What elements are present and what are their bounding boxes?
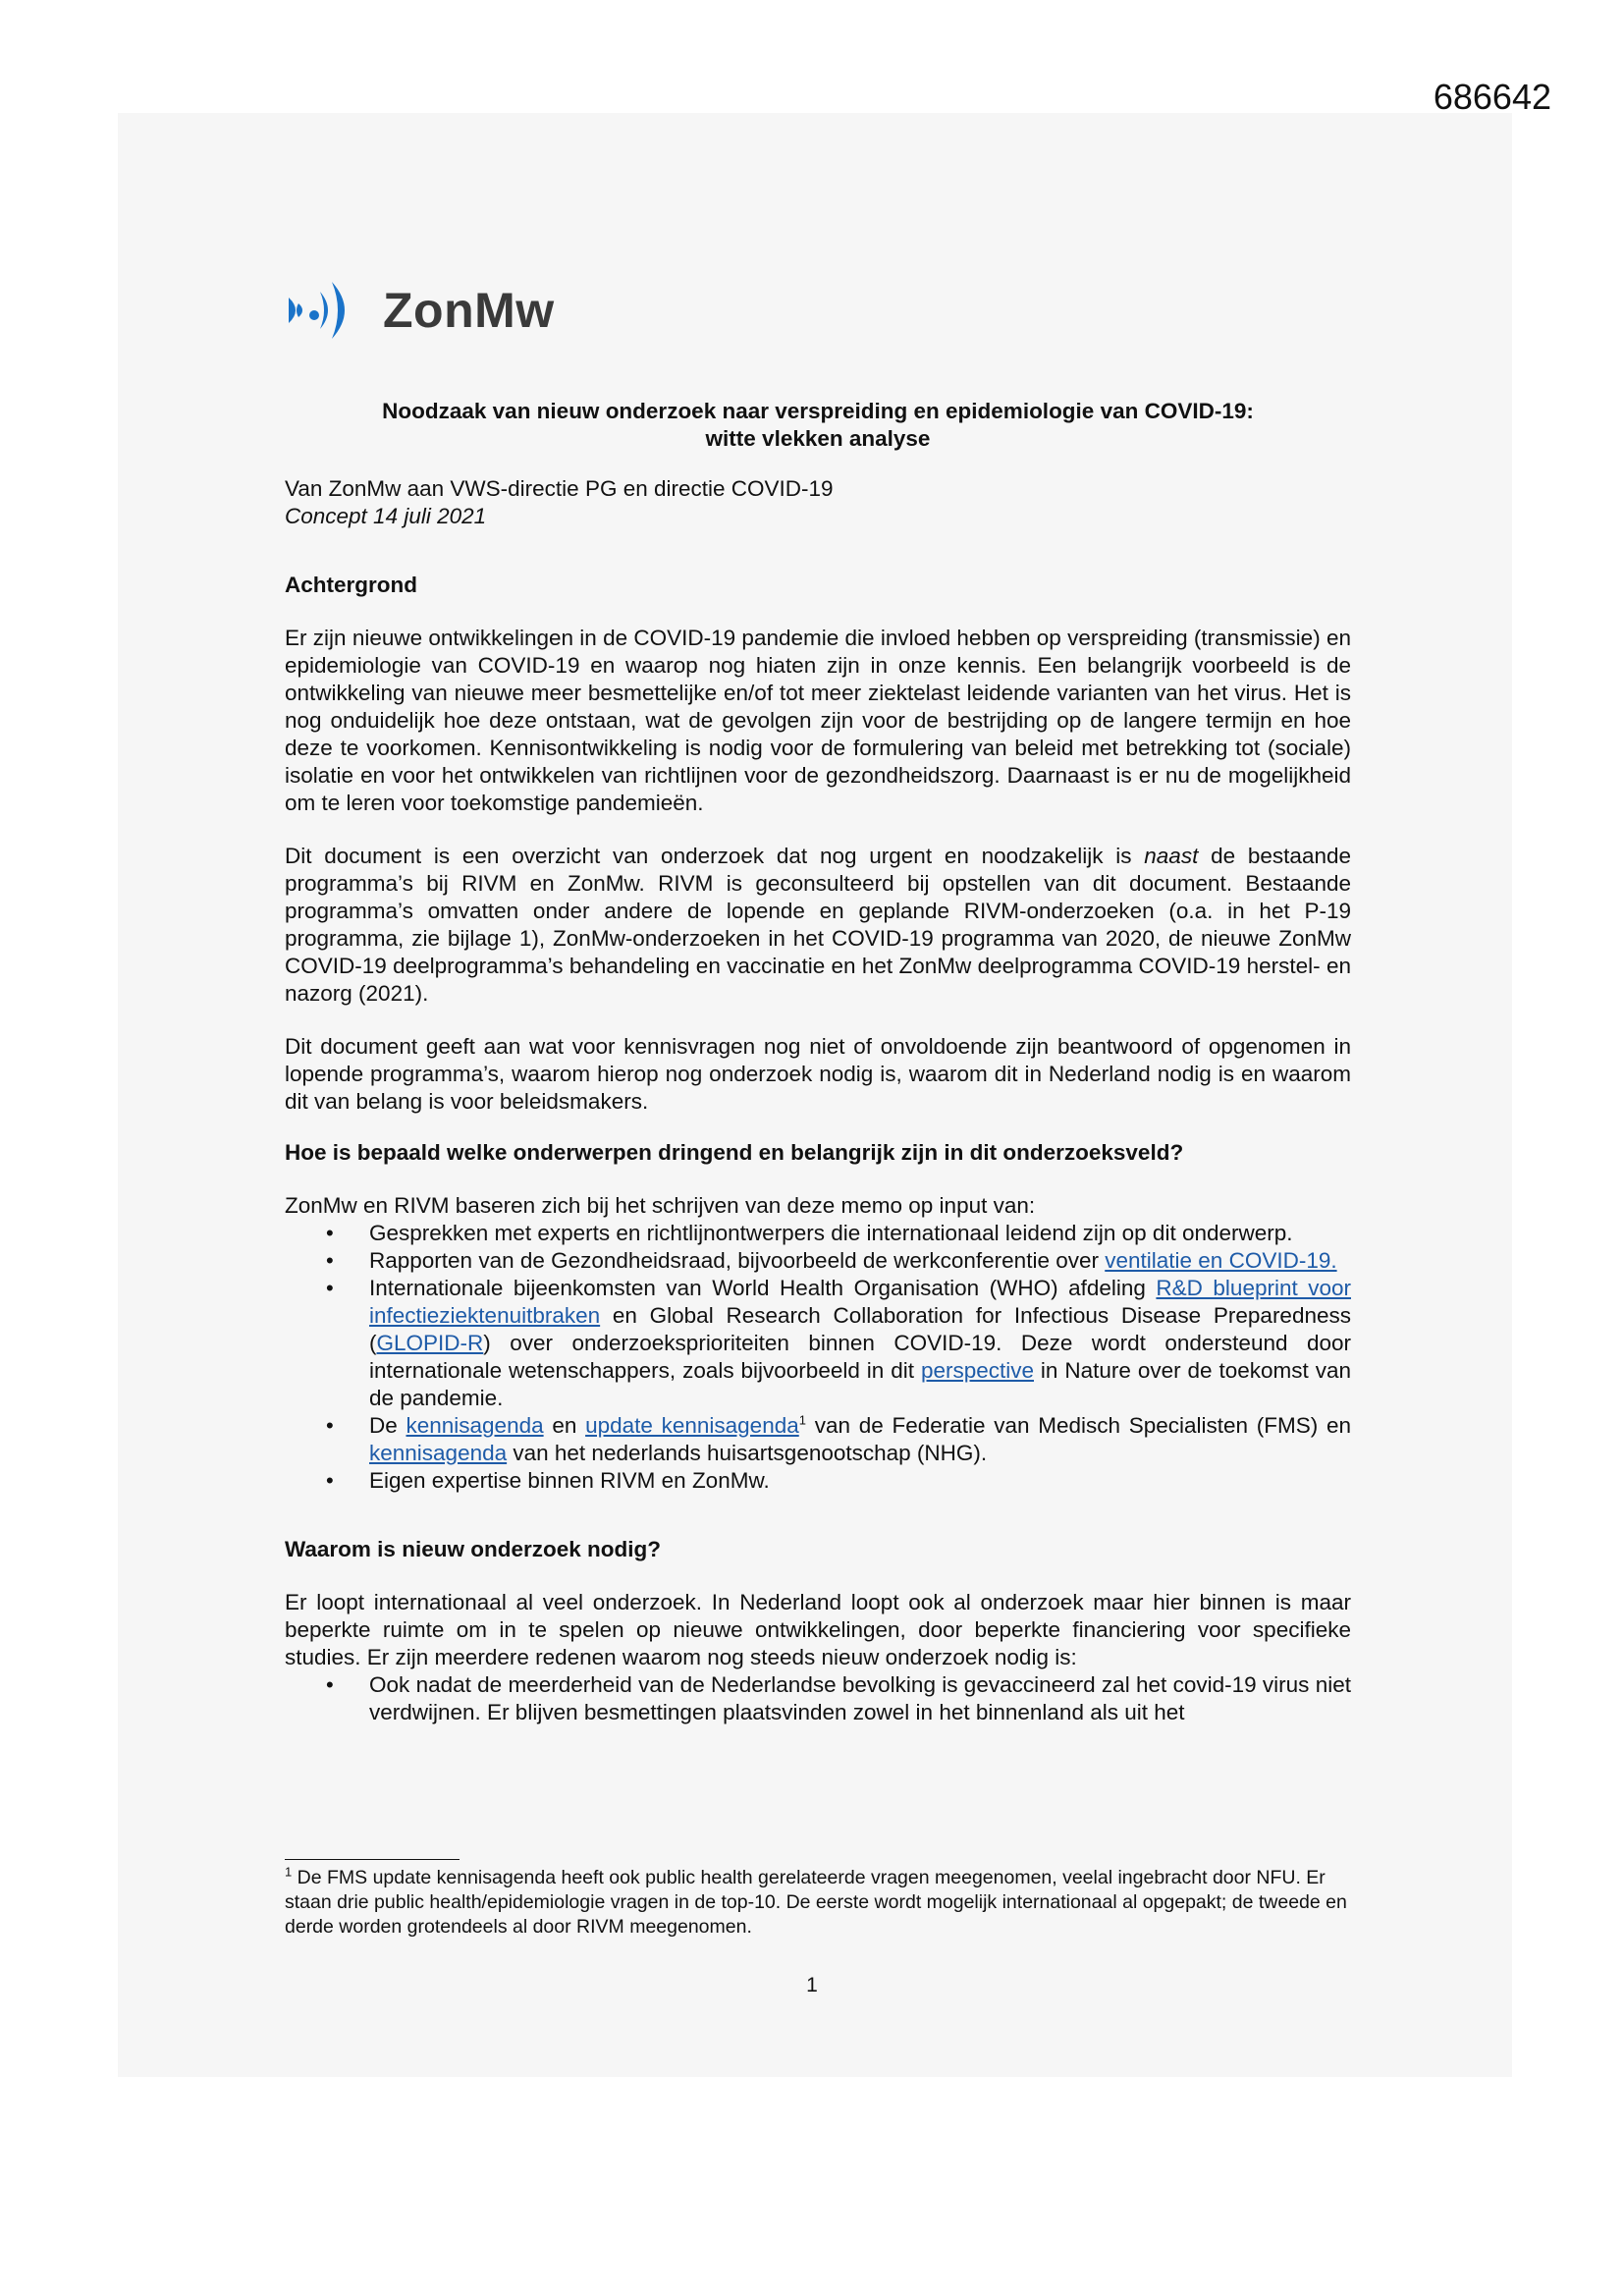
link-perspective[interactable]: perspective	[920, 1358, 1034, 1383]
document-title	[285, 398, 1351, 453]
link-glopid-r[interactable]: GLOPID-R	[376, 1331, 484, 1355]
paragraph: ZonMw en RIVM baseren zich bij het schrijven van deze memo op input van:	[285, 1193, 1036, 1218]
paragraph: Er zijn nieuwe ontwikkelingen in de COVID-19 pandemie die invloed hebben op verspreiding (transmissie) en epidemiologie van COVID-19 en waarop nog hiaten zijn in onze kennis. Een belangrijk voorbeeld is de ontwikkeling van nieuwe meer besmettelijke en/of tot meer ziektelast leidende varianten van het virus. Het is nog onduidelijk hoe deze ontstaan, wat de gevolgen zijn voor de bestrijding op de langere termijn en hoe deze te voorkomen. Kennisontwikkeling is nodig voor de formulering van beleid met betrekking tot (sociale) isolatie en voor het ontwikkelen van richtlijnen voor de gezondheidszorg. Daarnaast is er nu de mogelijkheid om te leren voor toekomstige pandemieën.	[285, 626, 1351, 815]
list-item: • Ook nadat de meerderheid van de Nederlandse bevolking is gevaccineerd zal het covid-19 virus niet verdwijnen. Er blijven besmettingen plaatsvinden zowel in het binnenland als uit het	[285, 1671, 1351, 1726]
text-run: Dit document is een overzicht van onderzoek dat nog urgent en noodzakelijk is	[285, 844, 1145, 868]
text-run: Internationale bijeenkomsten van World Health Organisation (WHO) afdeling	[369, 1276, 1157, 1300]
title-line-1: Noodzaak van nieuw onderzoek naar verspreiding en epidemiologie van COVID-19:	[382, 399, 1254, 423]
link-kennisagenda-fms[interactable]: kennisagenda	[406, 1413, 544, 1438]
input-sources-list	[285, 1220, 1351, 1495]
link-update-kennisagenda[interactable]: update kennisagenda	[585, 1413, 799, 1438]
text-run: Rapporten van de Gezondheidsraad, bijvoorbeeld de werkconferentie over	[369, 1248, 1106, 1273]
text-run: van het nederlands huisartsgenootschap (NHG).	[507, 1441, 988, 1465]
paragraph	[285, 843, 1351, 1008]
paragraph: Er loopt internationaal al veel onderzoek. In Nederland loopt ook al onderzoek maar hier binnen is maar beperkte ruimte om in te spelen op nieuwe ontwikkelingen, door beperkte financiering voor specifieke studies. Er zijn meerdere redenen waarom nog steeds nieuw onderzoek nodig is:	[285, 1590, 1351, 1669]
section-heading-waarom: Waarom is nieuw onderzoek nodig?	[285, 1537, 661, 1561]
zonmw-wordmark: ZonMw	[383, 283, 555, 338]
meta-date: Concept 14 juli 2021	[285, 504, 487, 528]
text-run: en Global Research Collaboration for Infectious Disease Preparedness (	[369, 1303, 1351, 1355]
emphasis-text: naast	[1144, 844, 1199, 868]
reasons-list	[285, 1671, 1351, 1726]
section-heading-selection: Hoe is bepaald welke onderwerpen dringend en belangrijk zijn in dit onderzoeksveld?	[285, 1140, 1184, 1165]
document-number: 686642	[1433, 77, 1551, 117]
list-item	[285, 1412, 1351, 1467]
footnote	[285, 1866, 1351, 1940]
text-run: de bestaande programma’s bij RIVM en ZonMw. RIVM is geconsulteerd bij opstellen van dit document. Bestaande programma’s omvatten onder andere de lopende en geplande RIVM-onderzoeken (o.a. in het P-19 programma, zie bijlage 1), ZonMw-onderzoeken in het COVID-19 programma van 2020, de nieuwe ZonMw COVID-19 deelprogramma’s behandeling en vaccinatie en het ZonMw deelprogramma COVID-19 herstel- en nazorg (2021).	[285, 844, 1352, 1006]
link-kennisagenda-nhg[interactable]: kennisagenda	[369, 1441, 508, 1465]
page-number: 1	[806, 1974, 818, 1996]
footnote-text: De FMS update kennisagenda heeft ook public health gerelateerde vragen meegenomen, veelal ingebracht door NFU. Er staan drie public health/epidemiologie vragen in de top-10. De eerste wordt mogelijk internationaal al opgepakt; de tweede en derde worden grotendeels al door RIVM meegenomen.	[285, 1867, 1347, 1938]
text-run: en	[543, 1413, 586, 1438]
list-item: • Eigen expertise binnen RIVM en ZonMw.	[285, 1467, 1351, 1495]
document-body	[285, 398, 1351, 1726]
footnote-reference[interactable]: 1	[798, 1412, 806, 1428]
link-rd-blueprint[interactable]: R&D blueprint voor infectieziektenuitbraken	[369, 1276, 1351, 1328]
footnote-divider	[285, 1859, 460, 1860]
list-item	[285, 1275, 1351, 1412]
footnote-marker: 1	[285, 1864, 293, 1880]
text-run: De	[369, 1413, 406, 1438]
title-line-2: witte vlekken analyse	[705, 426, 931, 451]
link-ventilatie-covid19[interactable]: ventilatie en COVID-19.	[1105, 1248, 1337, 1273]
text-run: ) over onderzoeksprioriteiten binnen COVID-19. Deze wordt ondersteund door internationale wetenschappers, zoals bijvoorbeeld in dit	[369, 1331, 1351, 1383]
zonmw-logo-icon	[285, 278, 363, 343]
meta-from: Van ZonMw aan VWS-directie PG en directie COVID-19	[285, 476, 834, 501]
zonmw-logo	[285, 278, 555, 343]
text-run: in Nature over de toekomst van de pandemie.	[369, 1358, 1351, 1410]
text-run: van de Federatie van Medisch Specialisten (FMS) en	[805, 1413, 1351, 1438]
list-item	[285, 1247, 1351, 1275]
paragraph: Dit document geeft aan wat voor kennisvragen nog niet of onvoldoende zijn beantwoord of opgenomen in lopende programma’s, waarom hierop nog onderzoek nodig is, waarom dit in Nederland nodig is en waarom dit van belang is voor beleidsmakers.	[285, 1034, 1351, 1114]
section-heading-achtergrond: Achtergrond	[285, 573, 417, 597]
list-item: • Gesprekken met experts en richtlijnontwerpers die internationaal leidend zijn op dit onderwerp.	[285, 1220, 1351, 1247]
document-meta	[285, 475, 1351, 530]
